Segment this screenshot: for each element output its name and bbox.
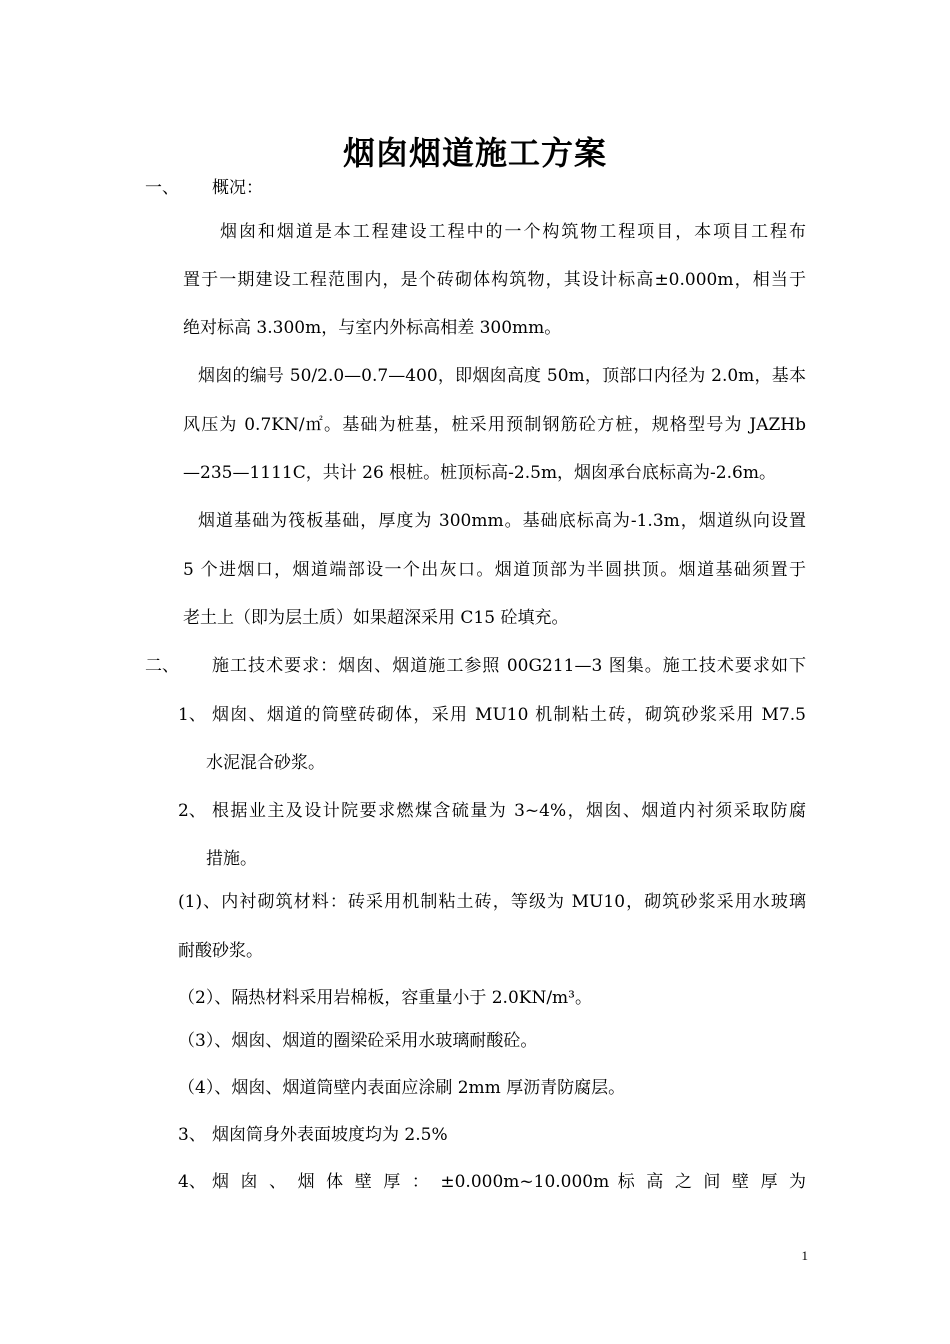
sub-item-1-line-1: (1)、内衬砌筑材料：砖采用机制粘土砖，等级为 MU10，砌筑砂浆采用水玻璃 <box>178 892 806 912</box>
para-1-line-3: 绝对标高 3.300m，与室内外标高相差 300mm。 <box>183 318 562 338</box>
para-3-line-3: 老土上（即为层土质）如果超深采用 C15 砼填充。 <box>183 608 569 628</box>
item-1-line-2: 水泥混合砂浆。 <box>206 753 325 773</box>
item-1-line-1: 烟囱、烟道的筒壁砖砌体，采用 MU10 机制粘土砖，砌筑砂浆采用 M7.5 <box>212 705 806 725</box>
item-3-text: 烟囱筒身外表面坡度均为 2.5% <box>212 1125 448 1145</box>
item-3-number: 3、 <box>178 1125 206 1145</box>
section-1-heading: 概况： <box>212 178 263 198</box>
item-4-text: 烟 囱 、 烟 体 壁 厚 ： ±0.000m~10.000m 标 高 之 间 壁 厚 为 <box>212 1172 806 1192</box>
item-4-number: 4、 <box>178 1172 206 1192</box>
document-title: 烟囱烟道施工方案 <box>342 134 607 172</box>
section-2-heading: 施工技术要求：烟囱、烟道施工参照 00G211—3 图集。施工技术要求如下 <box>212 656 806 676</box>
sub-item-2: （2）、隔热材料采用岩棉板，容重量小于 2.0KN/m³。 <box>178 988 592 1008</box>
item-2-line-1: 根据业主及设计院要求燃煤含硫量为 3~4%，烟囱、烟道内衬须采取防腐 <box>212 801 806 821</box>
para-1-line-1: 烟囱和烟道是本工程建设工程中的一个构筑物工程项目，本项目工程布 <box>220 222 806 242</box>
sub-item-1-line-2: 耐酸砂浆。 <box>178 941 263 961</box>
para-2-line-2: 风压为 0.7KN/㎡。基础为桩基，桩采用预制钢筋砼方桩，规格型号为 JAZHb <box>183 415 806 435</box>
section-2-number: 二、 <box>145 656 179 676</box>
para-1-line-2: 置于一期建设工程范围内，是个砖砌体构筑物，其设计标高±0.000m，相当于 <box>183 270 806 290</box>
para-2-line-1: 烟囱的编号 50/2.0—0.7—400，即烟囱高度 50m，顶部口内径为 2.0m，基本 <box>198 366 806 386</box>
sub-item-4: （4）、烟囱、烟道筒壁内表面应涂刷 2mm 厚沥青防腐层。 <box>178 1078 626 1098</box>
para-3-line-1: 烟道基础为筏板基础，厚度为 300mm。基础底标高为-1.3m，烟道纵向设置 <box>198 511 806 531</box>
item-1-number: 1、 <box>178 705 206 725</box>
para-2-line-3: —235—1111C，共计 26 根桩。桩顶标高-2.5m，烟囱承台底标高为-2.6m。 <box>183 463 776 483</box>
item-2-line-2: 措施。 <box>206 849 257 869</box>
para-3-line-2: 5 个进烟口，烟道端部设一个出灰口。烟道顶部为半圆拱顶。烟道基础须置于 <box>183 560 806 580</box>
page-number: 1 <box>801 1248 808 1263</box>
section-1-number: 一、 <box>145 178 179 198</box>
item-2-number: 2、 <box>178 801 206 821</box>
sub-item-3: （3）、烟囱、烟道的圈梁砼采用水玻璃耐酸砼。 <box>178 1031 538 1051</box>
